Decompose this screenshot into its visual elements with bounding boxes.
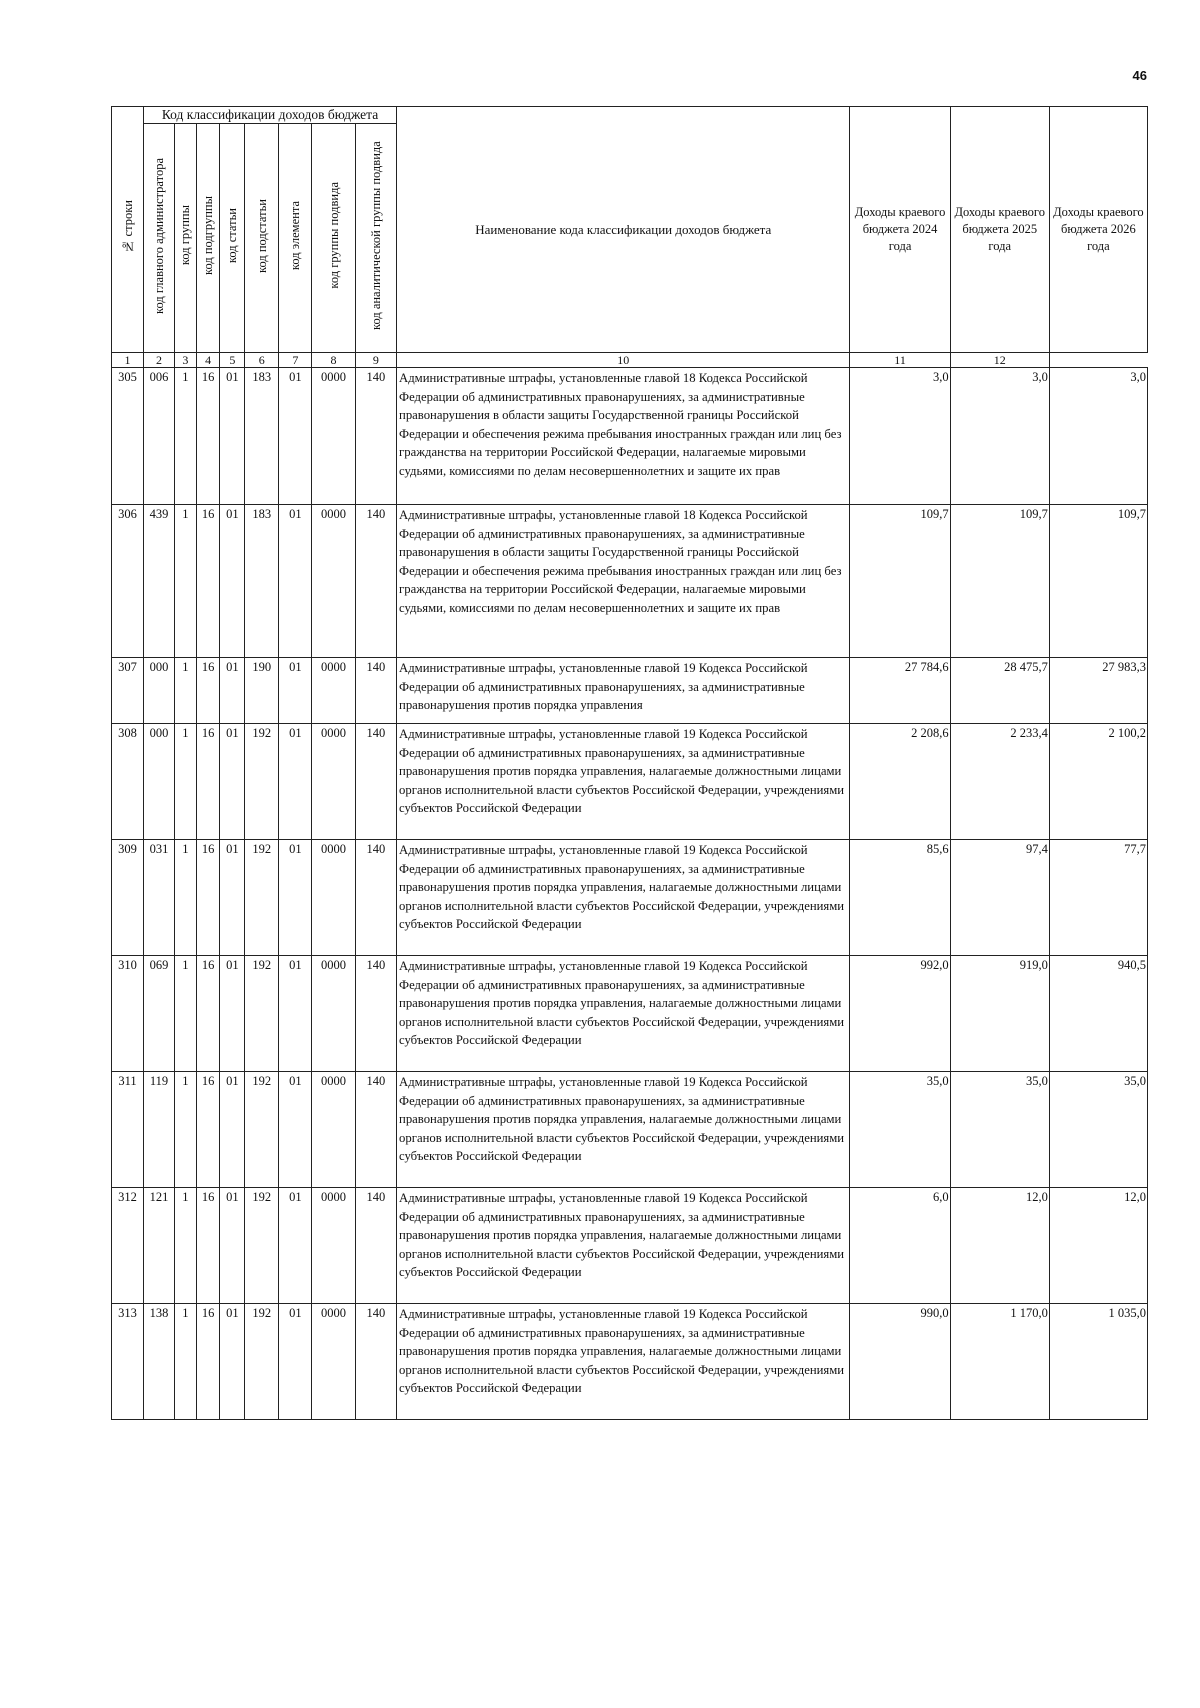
row-number-cell: 310 [112, 956, 144, 1072]
subtype-group-code-cell: 0000 [312, 1188, 355, 1304]
subtype-group-code-cell: 0000 [312, 956, 355, 1072]
column-number: 6 [245, 353, 279, 368]
column-number: 5 [220, 353, 245, 368]
admin-code-cell: 000 [144, 724, 175, 840]
header-classification-code-group: Код классификации доходов бюджета [144, 107, 397, 124]
admin-code-cell: 031 [144, 840, 175, 956]
admin-code-cell: 069 [144, 956, 175, 1072]
table-row [112, 956, 1148, 1072]
group-code-cell: 1 [175, 1304, 197, 1420]
group-code-cell: 1 [175, 1072, 197, 1188]
table-row [112, 724, 1148, 840]
subtype-group-code-cell: 0000 [312, 840, 355, 956]
subgroup-code-cell: 16 [196, 1304, 220, 1420]
column-number: 1 [112, 353, 144, 368]
header-element-code: код элемента [279, 124, 312, 353]
subarticle-code-cell: 192 [245, 840, 279, 956]
code-name-cell: Административные штрафы, установленные главой 19 Кодекса Российской Федерации об административных правонарушениях, за административные правонарушения против порядка управления [397, 658, 850, 724]
income-2024-cell: 85,6 [850, 840, 950, 956]
subgroup-code-cell: 16 [196, 658, 220, 724]
code-name-cell: Административные штрафы, установленные главой 19 Кодекса Российской Федерации об административных правонарушениях, за административные правонарушения против порядка управления, налагаемые должностными лицами органов исполнительной власти субъектов Российской Федерации, учреждениями субъектов Российской Федерации [397, 1304, 850, 1420]
table-row [112, 1304, 1148, 1420]
analytic-group-code-cell: 140 [355, 368, 396, 505]
income-2024-cell: 109,7 [850, 505, 950, 658]
column-number: 11 [850, 353, 950, 368]
group-code-cell: 1 [175, 956, 197, 1072]
header-analytic-group-code: код аналитической группы подвида [355, 124, 396, 353]
analytic-group-code-cell: 140 [355, 956, 396, 1072]
income-2025-cell: 12,0 [950, 1188, 1049, 1304]
code-name-cell: Административные штрафы, установленные главой 19 Кодекса Российской Федерации об административных правонарушениях, за административные правонарушения против порядка управления, налагаемые должностными лицами органов исполнительной власти субъектов Российской Федерации, учреждениями субъектов Российской Федерации [397, 840, 850, 956]
subarticle-code-cell: 192 [245, 1188, 279, 1304]
code-name-cell: Административные штрафы, установленные главой 19 Кодекса Российской Федерации об административных правонарушениях, за административные правонарушения против порядка управления, налагаемые должностными лицами органов исполнительной власти субъектов Российской Федерации, учреждениями субъектов Российской Федерации [397, 1188, 850, 1304]
article-code-cell: 01 [220, 658, 245, 724]
header-income-2024: Доходы краевого бюджета 2024 года [850, 107, 950, 353]
element-code-cell: 01 [279, 1072, 312, 1188]
income-2026-cell: 109,7 [1049, 505, 1147, 658]
header-subgroup-code: код подгруппы [196, 124, 220, 353]
admin-code-cell: 119 [144, 1072, 175, 1188]
subgroup-code-cell: 16 [196, 724, 220, 840]
code-name-cell: Административные штрафы, установленные главой 18 Кодекса Российской Федерации об административных правонарушениях, за административные правонарушения в области защиты Государственной границы Российской Федерации и обеспечения режима пребывания иностранных граждан или лиц без гражданства на территории Российской Федерации, налагаемые мировыми судьями, комиссиями по делам несовершеннолетних и защите их прав [397, 368, 850, 505]
header-income-2026: Доходы краевого бюджета 2026 года [1049, 107, 1147, 353]
header-row-number: № строки [112, 107, 144, 353]
group-code-cell: 1 [175, 840, 197, 956]
subgroup-code-cell: 16 [196, 840, 220, 956]
element-code-cell: 01 [279, 1304, 312, 1420]
table-row [112, 658, 1148, 724]
table-row [112, 505, 1148, 658]
element-code-cell: 01 [279, 840, 312, 956]
code-name-cell: Административные штрафы, установленные главой 19 Кодекса Российской Федерации об административных правонарушениях, за административные правонарушения против порядка управления, налагаемые должностными лицами органов исполнительной власти субъектов Российской Федерации, учреждениями субъектов Российской Федерации [397, 1072, 850, 1188]
analytic-group-code-cell: 140 [355, 1072, 396, 1188]
income-2024-cell: 6,0 [850, 1188, 950, 1304]
income-2025-cell: 2 233,4 [950, 724, 1049, 840]
analytic-group-code-cell: 140 [355, 840, 396, 956]
article-code-cell: 01 [220, 724, 245, 840]
analytic-group-code-cell: 140 [355, 724, 396, 840]
table-row [112, 1072, 1148, 1188]
income-2026-cell: 3,0 [1049, 368, 1147, 505]
subtype-group-code-cell: 0000 [312, 505, 355, 658]
income-2025-cell: 97,4 [950, 840, 1049, 956]
header-admin-code: код главного администратора [144, 124, 175, 353]
analytic-group-code-cell: 140 [355, 658, 396, 724]
column-number: 3 [175, 353, 197, 368]
column-number: 7 [279, 353, 312, 368]
element-code-cell: 01 [279, 658, 312, 724]
row-number-cell: 308 [112, 724, 144, 840]
article-code-cell: 01 [220, 1188, 245, 1304]
article-code-cell: 01 [220, 1072, 245, 1188]
article-code-cell: 01 [220, 840, 245, 956]
subtype-group-code-cell: 0000 [312, 658, 355, 724]
row-number-cell: 309 [112, 840, 144, 956]
income-2025-cell: 28 475,7 [950, 658, 1049, 724]
income-2026-cell: 77,7 [1049, 840, 1147, 956]
income-2025-cell: 3,0 [950, 368, 1049, 505]
article-code-cell: 01 [220, 505, 245, 658]
subgroup-code-cell: 16 [196, 956, 220, 1072]
group-code-cell: 1 [175, 658, 197, 724]
subtype-group-code-cell: 0000 [312, 724, 355, 840]
income-2024-cell: 2 208,6 [850, 724, 950, 840]
subarticle-code-cell: 192 [245, 724, 279, 840]
income-2025-cell: 1 170,0 [950, 1304, 1049, 1420]
column-number: 8 [312, 353, 355, 368]
column-number: 9 [355, 353, 396, 368]
income-2024-cell: 990,0 [850, 1304, 950, 1420]
article-code-cell: 01 [220, 956, 245, 1072]
income-2025-cell: 919,0 [950, 956, 1049, 1072]
element-code-cell: 01 [279, 368, 312, 505]
row-number-cell: 307 [112, 658, 144, 724]
admin-code-cell: 006 [144, 368, 175, 505]
code-name-cell: Административные штрафы, установленные главой 19 Кодекса Российской Федерации об административных правонарушениях, за административные правонарушения против порядка управления, налагаемые должностными лицами органов исполнительной власти субъектов Российской Федерации, учреждениями субъектов Российской Федерации [397, 956, 850, 1072]
row-number-cell: 313 [112, 1304, 144, 1420]
income-2024-cell: 35,0 [850, 1072, 950, 1188]
code-name-cell: Административные штрафы, установленные главой 18 Кодекса Российской Федерации об административных правонарушениях, за административные правонарушения в области защиты Государственной границы Российской Федерации и обеспечения режима пребывания иностранных граждан или лиц без гражданства на территории Российской Федерации, налагаемые мировыми судьями, комиссиями по делам несовершеннолетних и защите их прав [397, 505, 850, 658]
article-code-cell: 01 [220, 368, 245, 505]
subarticle-code-cell: 190 [245, 658, 279, 724]
column-number: 2 [144, 353, 175, 368]
analytic-group-code-cell: 140 [355, 1188, 396, 1304]
header-group-code: код группы [175, 124, 197, 353]
income-2026-cell: 2 100,2 [1049, 724, 1147, 840]
subarticle-code-cell: 183 [245, 505, 279, 658]
income-2026-cell: 27 983,3 [1049, 658, 1147, 724]
row-number-cell: 306 [112, 505, 144, 658]
income-2025-cell: 109,7 [950, 505, 1049, 658]
subtype-group-code-cell: 0000 [312, 1304, 355, 1420]
income-2024-cell: 3,0 [850, 368, 950, 505]
group-code-cell: 1 [175, 724, 197, 840]
element-code-cell: 01 [279, 505, 312, 658]
subarticle-code-cell: 192 [245, 1304, 279, 1420]
header-article-code: код статьи [220, 124, 245, 353]
header-subarticle-code: код подстатьи [245, 124, 279, 353]
subgroup-code-cell: 16 [196, 1072, 220, 1188]
subgroup-code-cell: 16 [196, 505, 220, 658]
subarticle-code-cell: 192 [245, 1072, 279, 1188]
group-code-cell: 1 [175, 505, 197, 658]
table-row [112, 1188, 1148, 1304]
element-code-cell: 01 [279, 1188, 312, 1304]
element-code-cell: 01 [279, 724, 312, 840]
subarticle-code-cell: 192 [245, 956, 279, 1072]
budget-income-table [111, 106, 1148, 1420]
header-code-name: Наименование кода классификации доходов бюджета [397, 107, 850, 353]
income-2025-cell: 35,0 [950, 1072, 1049, 1188]
header-subtype-group-code: код группы подвида [312, 124, 355, 353]
group-code-cell: 1 [175, 368, 197, 505]
column-number: 12 [950, 353, 1049, 368]
subtype-group-code-cell: 0000 [312, 1072, 355, 1188]
subgroup-code-cell: 16 [196, 368, 220, 505]
income-2026-cell: 1 035,0 [1049, 1304, 1147, 1420]
group-code-cell: 1 [175, 1188, 197, 1304]
row-number-cell: 312 [112, 1188, 144, 1304]
subarticle-code-cell: 183 [245, 368, 279, 505]
income-2026-cell: 35,0 [1049, 1072, 1147, 1188]
subtype-group-code-cell: 0000 [312, 368, 355, 505]
code-name-cell: Административные штрафы, установленные главой 19 Кодекса Российской Федерации об административных правонарушениях, за административные правонарушения против порядка управления, налагаемые должностными лицами органов исполнительной власти субъектов Российской Федерации, учреждениями субъектов Российской Федерации [397, 724, 850, 840]
income-2024-cell: 27 784,6 [850, 658, 950, 724]
analytic-group-code-cell: 140 [355, 1304, 396, 1420]
income-2026-cell: 12,0 [1049, 1188, 1147, 1304]
income-2026-cell: 940,5 [1049, 956, 1147, 1072]
table-row [112, 840, 1148, 956]
row-number-cell: 305 [112, 368, 144, 505]
element-code-cell: 01 [279, 956, 312, 1072]
subgroup-code-cell: 16 [196, 1188, 220, 1304]
admin-code-cell: 121 [144, 1188, 175, 1304]
income-2024-cell: 992,0 [850, 956, 950, 1072]
admin-code-cell: 138 [144, 1304, 175, 1420]
column-number: 10 [397, 353, 850, 368]
page-number: 46 [1132, 68, 1147, 83]
article-code-cell: 01 [220, 1304, 245, 1420]
column-number-row [112, 353, 1148, 368]
admin-code-cell: 439 [144, 505, 175, 658]
admin-code-cell: 000 [144, 658, 175, 724]
column-number: 4 [196, 353, 220, 368]
row-number-cell: 311 [112, 1072, 144, 1188]
table-row [112, 368, 1148, 505]
analytic-group-code-cell: 140 [355, 505, 396, 658]
header-income-2025: Доходы краевого бюджета 2025 года [950, 107, 1049, 353]
